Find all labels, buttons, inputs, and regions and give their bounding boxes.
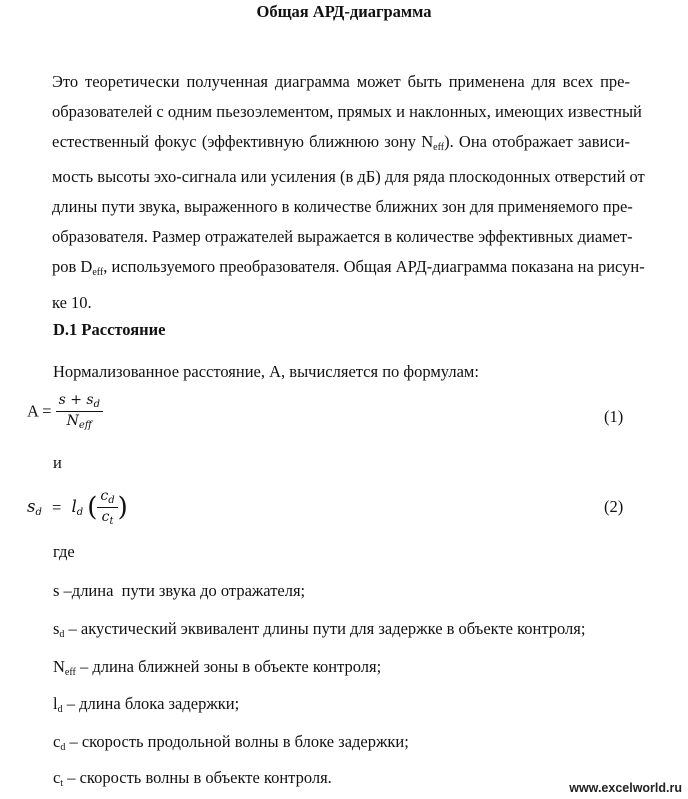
where-word: где <box>53 542 75 561</box>
paragraph-line-text: Это теоретически полученная диаграмма может быть применена для всех пре- <box>52 72 630 91</box>
formula-2-denominator-sub: t <box>109 516 114 527</box>
paragraph-line: образователя. Размер отражателей выражается в количестве эффективных диамет- <box>52 226 633 246</box>
formula-1-lhs: A = <box>27 401 52 421</box>
and-word: и <box>53 453 62 472</box>
definition-item <box>53 732 409 753</box>
definition-symbol-sub: d <box>59 629 65 640</box>
formula-2-lhs-sub: d <box>35 507 42 518</box>
definition-text: – акустический эквивалент длины пути для задержке в объекте контроля; <box>64 619 586 638</box>
definition-symbol-sub: d <box>57 704 63 715</box>
formula-2-numerator-sub: d <box>108 495 115 506</box>
formula-2-paren-open: ( <box>87 492 98 523</box>
paragraph-line <box>52 127 630 163</box>
section-heading: D.1 Расстояние <box>53 320 166 339</box>
paragraph-line: длины пути звука, выраженного в количестве ближних зон для применяемого пре- <box>52 197 633 217</box>
definition-symbol-sub: eff <box>64 667 76 678</box>
formula-2-lhs <box>27 497 42 516</box>
definition-symbol-sub: d <box>60 742 66 753</box>
formula-2-denominator <box>97 508 117 527</box>
formula-2-number: (2) <box>604 497 624 516</box>
definition-item <box>53 581 305 602</box>
definition-item <box>53 694 239 715</box>
formula-2-denominator-text: c <box>101 509 110 525</box>
definition-symbol: c <box>53 732 61 751</box>
paragraph-line <box>52 67 630 97</box>
deff-subscript: eff <box>92 266 104 278</box>
formula-2-numerator-text: c <box>100 488 109 504</box>
definition-symbol-sub: t <box>60 778 64 789</box>
formula-1-denominator-text: N <box>66 413 79 429</box>
intro-text: Нормализованное расстояние, А, вычисляется по формулам: <box>53 362 479 381</box>
body-paragraph <box>52 67 645 317</box>
formula-1-numerator <box>56 392 103 412</box>
formula-2-paren-close: ) <box>117 492 128 523</box>
paragraph-line: образователей с одним пьезоэлементом, прямых и наклонных, имеющих известный <box>52 101 642 121</box>
definition-symbol: s <box>53 619 60 638</box>
paragraph-line: ке 10. <box>52 292 92 312</box>
formula-1-denominator <box>56 412 103 431</box>
neff-subscript: eff <box>433 141 445 153</box>
definition-text: – скорость волны в объекте контроля. <box>63 768 332 787</box>
formula-1 <box>27 392 103 431</box>
formula-2-l <box>71 497 83 516</box>
definition-symbol: s <box>53 581 60 600</box>
definition-text: – длина ближней зоны в объекте контроля; <box>75 657 382 676</box>
definition-item <box>53 768 332 789</box>
formula-1-fraction <box>56 392 103 431</box>
definition-text: – длина блока задержки; <box>62 694 240 713</box>
definition-text: –длина пути звука до отражателя; <box>59 581 306 600</box>
formula-2-l-sub: d <box>76 507 84 518</box>
paragraph-line: мость высоты эхо-сигнала или усиления (в дБ) для ряда плоскодонных отверстий от <box>52 167 645 187</box>
definition-symbol: c <box>53 768 61 787</box>
paragraph-line-text: естественный фокус (эффективную ближнюю зону N <box>52 131 434 151</box>
definition-symbol: l <box>53 694 58 713</box>
formula-1-denominator-sub: eff <box>78 420 92 431</box>
document-title: Общая АРД-диаграмма <box>256 2 432 21</box>
site-watermark: www.excelworld.ru <box>569 781 682 795</box>
formula-2-l-text: l <box>71 497 77 516</box>
formula-2-lhs-text: s <box>27 497 36 516</box>
paragraph-line-text: , используемого преобразователя. Общая АРД-диаграмма показана на рисун- <box>103 256 645 276</box>
paragraph-line-text: ров D <box>52 256 93 276</box>
formula-1-number: (1) <box>604 407 624 426</box>
definition-text: – скорость продольной волны в блоке задержки; <box>65 732 409 751</box>
formula-1-numerator-text: s + s <box>58 392 94 408</box>
formula-2-equals: = <box>52 497 62 517</box>
definition-item <box>53 657 381 678</box>
definition-item <box>53 619 585 640</box>
paragraph-line <box>52 252 645 288</box>
formula-2-numerator <box>97 488 117 508</box>
formula-1-numerator-sub: d <box>93 399 100 410</box>
formula-2-fraction <box>97 488 117 527</box>
definition-symbol: N <box>53 657 65 676</box>
formula-2 <box>27 488 128 527</box>
paragraph-line-text: ). Она отображает зависи- <box>444 131 630 151</box>
